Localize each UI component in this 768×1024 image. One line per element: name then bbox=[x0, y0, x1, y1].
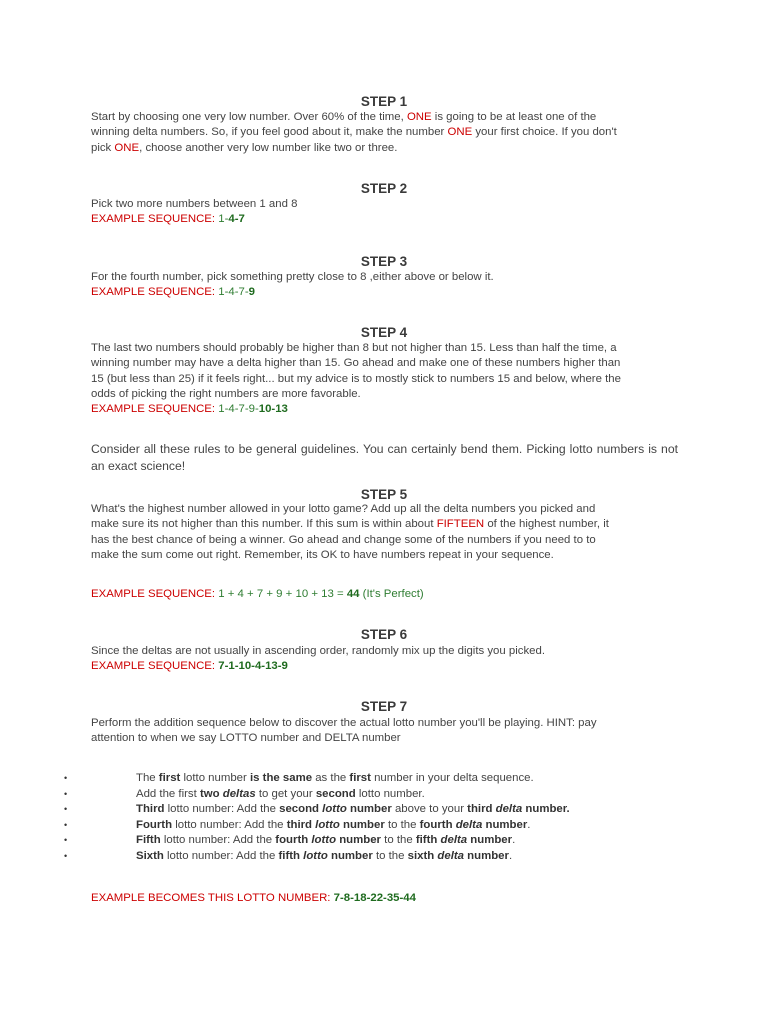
addition-steps-list bbox=[0, 771, 768, 865]
step-5-line-1: What's the highest number allowed in your lotto game? Add up all the delta numbers you picked and bbox=[91, 503, 596, 515]
bullet-icon: • bbox=[64, 773, 68, 783]
step-6-line: Since the deltas are not usually in ascending order, randomly mix up the digits you picked. bbox=[91, 645, 545, 657]
step-4-line-2: winning number may have a delta higher than 15. Go ahead and make one of these numbers higher than bbox=[91, 357, 621, 370]
step-1-line-2: winning delta numbers. So, if you feel good about it, make the number ONE your first choice. If you don't bbox=[91, 126, 617, 139]
step-5-line-2: make sure its not higher than this number. If this sum is within about FIFTEEN of the highest number, it bbox=[91, 518, 609, 531]
step-6-example: EXAMPLE SEQUENCE: 7-1-10-4-13-9 bbox=[91, 660, 288, 673]
list-item-text: Fifth lotto number: Add the fourth lotto number to the fifth delta number. bbox=[136, 834, 516, 847]
step-5-text bbox=[91, 502, 681, 563]
step-2-text bbox=[91, 197, 681, 228]
list-item bbox=[0, 802, 768, 818]
step-6-title: STEP 6 bbox=[360, 627, 408, 642]
list-item bbox=[0, 833, 768, 849]
list-item-text: The first lotto number is the same as the first number in your delta sequence. bbox=[136, 772, 534, 784]
list-item bbox=[0, 787, 768, 803]
list-item-text: Fourth lotto number: Add the third lotto number to the fourth delta number. bbox=[136, 818, 531, 831]
step-5-line-4: make the sum come out right. Remember, its OK to have numbers repeat in your sequence. bbox=[91, 548, 554, 561]
step-4-example: EXAMPLE SEQUENCE: 1-4-7-9-10-13 bbox=[91, 403, 288, 416]
step-1-text bbox=[91, 110, 681, 156]
step-7-line-1: Perform the addition sequence below to discover the actual lotto number you'll be playing. HINT: pay bbox=[91, 717, 597, 729]
step-3-text bbox=[91, 270, 681, 301]
step-6-text bbox=[91, 644, 681, 675]
step-4-line-4: odds of picking the right numbers are more favorable. bbox=[91, 387, 361, 400]
step-1-title: STEP 1 bbox=[360, 94, 408, 109]
guideline-note: Consider all these rules to be general guidelines. You can certainly bend them. Picking lotto numbers is not an exact science! bbox=[91, 442, 678, 473]
list-item-text: Add the first two deltas to get your second lotto number. bbox=[136, 787, 425, 800]
list-item-text: Sixth lotto number: Add the fifth lotto number to the sixth delta number. bbox=[136, 849, 513, 862]
step-3-title: STEP 3 bbox=[360, 254, 408, 269]
step-5-title: STEP 5 bbox=[360, 487, 408, 502]
step-7-text bbox=[91, 716, 681, 747]
step-2-line: Pick two more numbers between 1 and 8 bbox=[91, 198, 298, 210]
step-2-title: STEP 2 bbox=[360, 181, 408, 196]
step-7-title: STEP 7 bbox=[360, 699, 408, 714]
step-4-title: STEP 4 bbox=[360, 325, 408, 340]
step-2-example: EXAMPLE SEQUENCE: 1-4-7 bbox=[91, 213, 245, 226]
bullet-icon: • bbox=[64, 835, 68, 846]
step-5-example: EXAMPLE SEQUENCE: 1 + 4 + 7 + 9 + 10 + 13 = 44 (It's Perfect) bbox=[91, 588, 424, 600]
step-1-line-1: Start by choosing one very low number. Over 60% of the time, ONE is going to be at least one of the bbox=[91, 111, 597, 123]
bullet-icon: • bbox=[64, 788, 68, 799]
step-3-example: EXAMPLE SEQUENCE: 1-4-7-9 bbox=[91, 286, 255, 299]
step-4-line-1: The last two numbers should probably be higher than 8 but not higher than 15. Less than half the time, a bbox=[91, 342, 617, 354]
bullet-icon: • bbox=[64, 804, 68, 815]
final-example: EXAMPLE BECOMES THIS LOTTO NUMBER: 7-8-18-22-35-44 bbox=[91, 892, 416, 904]
bullet-icon: • bbox=[64, 819, 68, 830]
step-5-line-3: has the best chance of being a winner. Go ahead and change some of the numbers if you need to to bbox=[91, 533, 596, 546]
list-item bbox=[0, 771, 768, 787]
list-item bbox=[0, 818, 768, 834]
list-item bbox=[0, 849, 768, 865]
bullet-icon: • bbox=[64, 850, 68, 861]
list-item-text: Third lotto number: Add the second lotto number above to your third delta number. bbox=[136, 803, 570, 816]
step-4-line-3: 15 (but less than 25) if it feels right... but my advice is to mostly stick to numbers 15 and below, where the bbox=[91, 372, 621, 385]
step-3-line: For the fourth number, pick something pretty close to 8 ,either above or below it. bbox=[91, 271, 494, 283]
step-4-text bbox=[91, 341, 681, 417]
step-1-line-3: pick ONE, choose another very low number like two or three. bbox=[91, 141, 398, 154]
step-7-line-2: attention to when we say LOTTO number and DELTA number bbox=[91, 732, 401, 745]
